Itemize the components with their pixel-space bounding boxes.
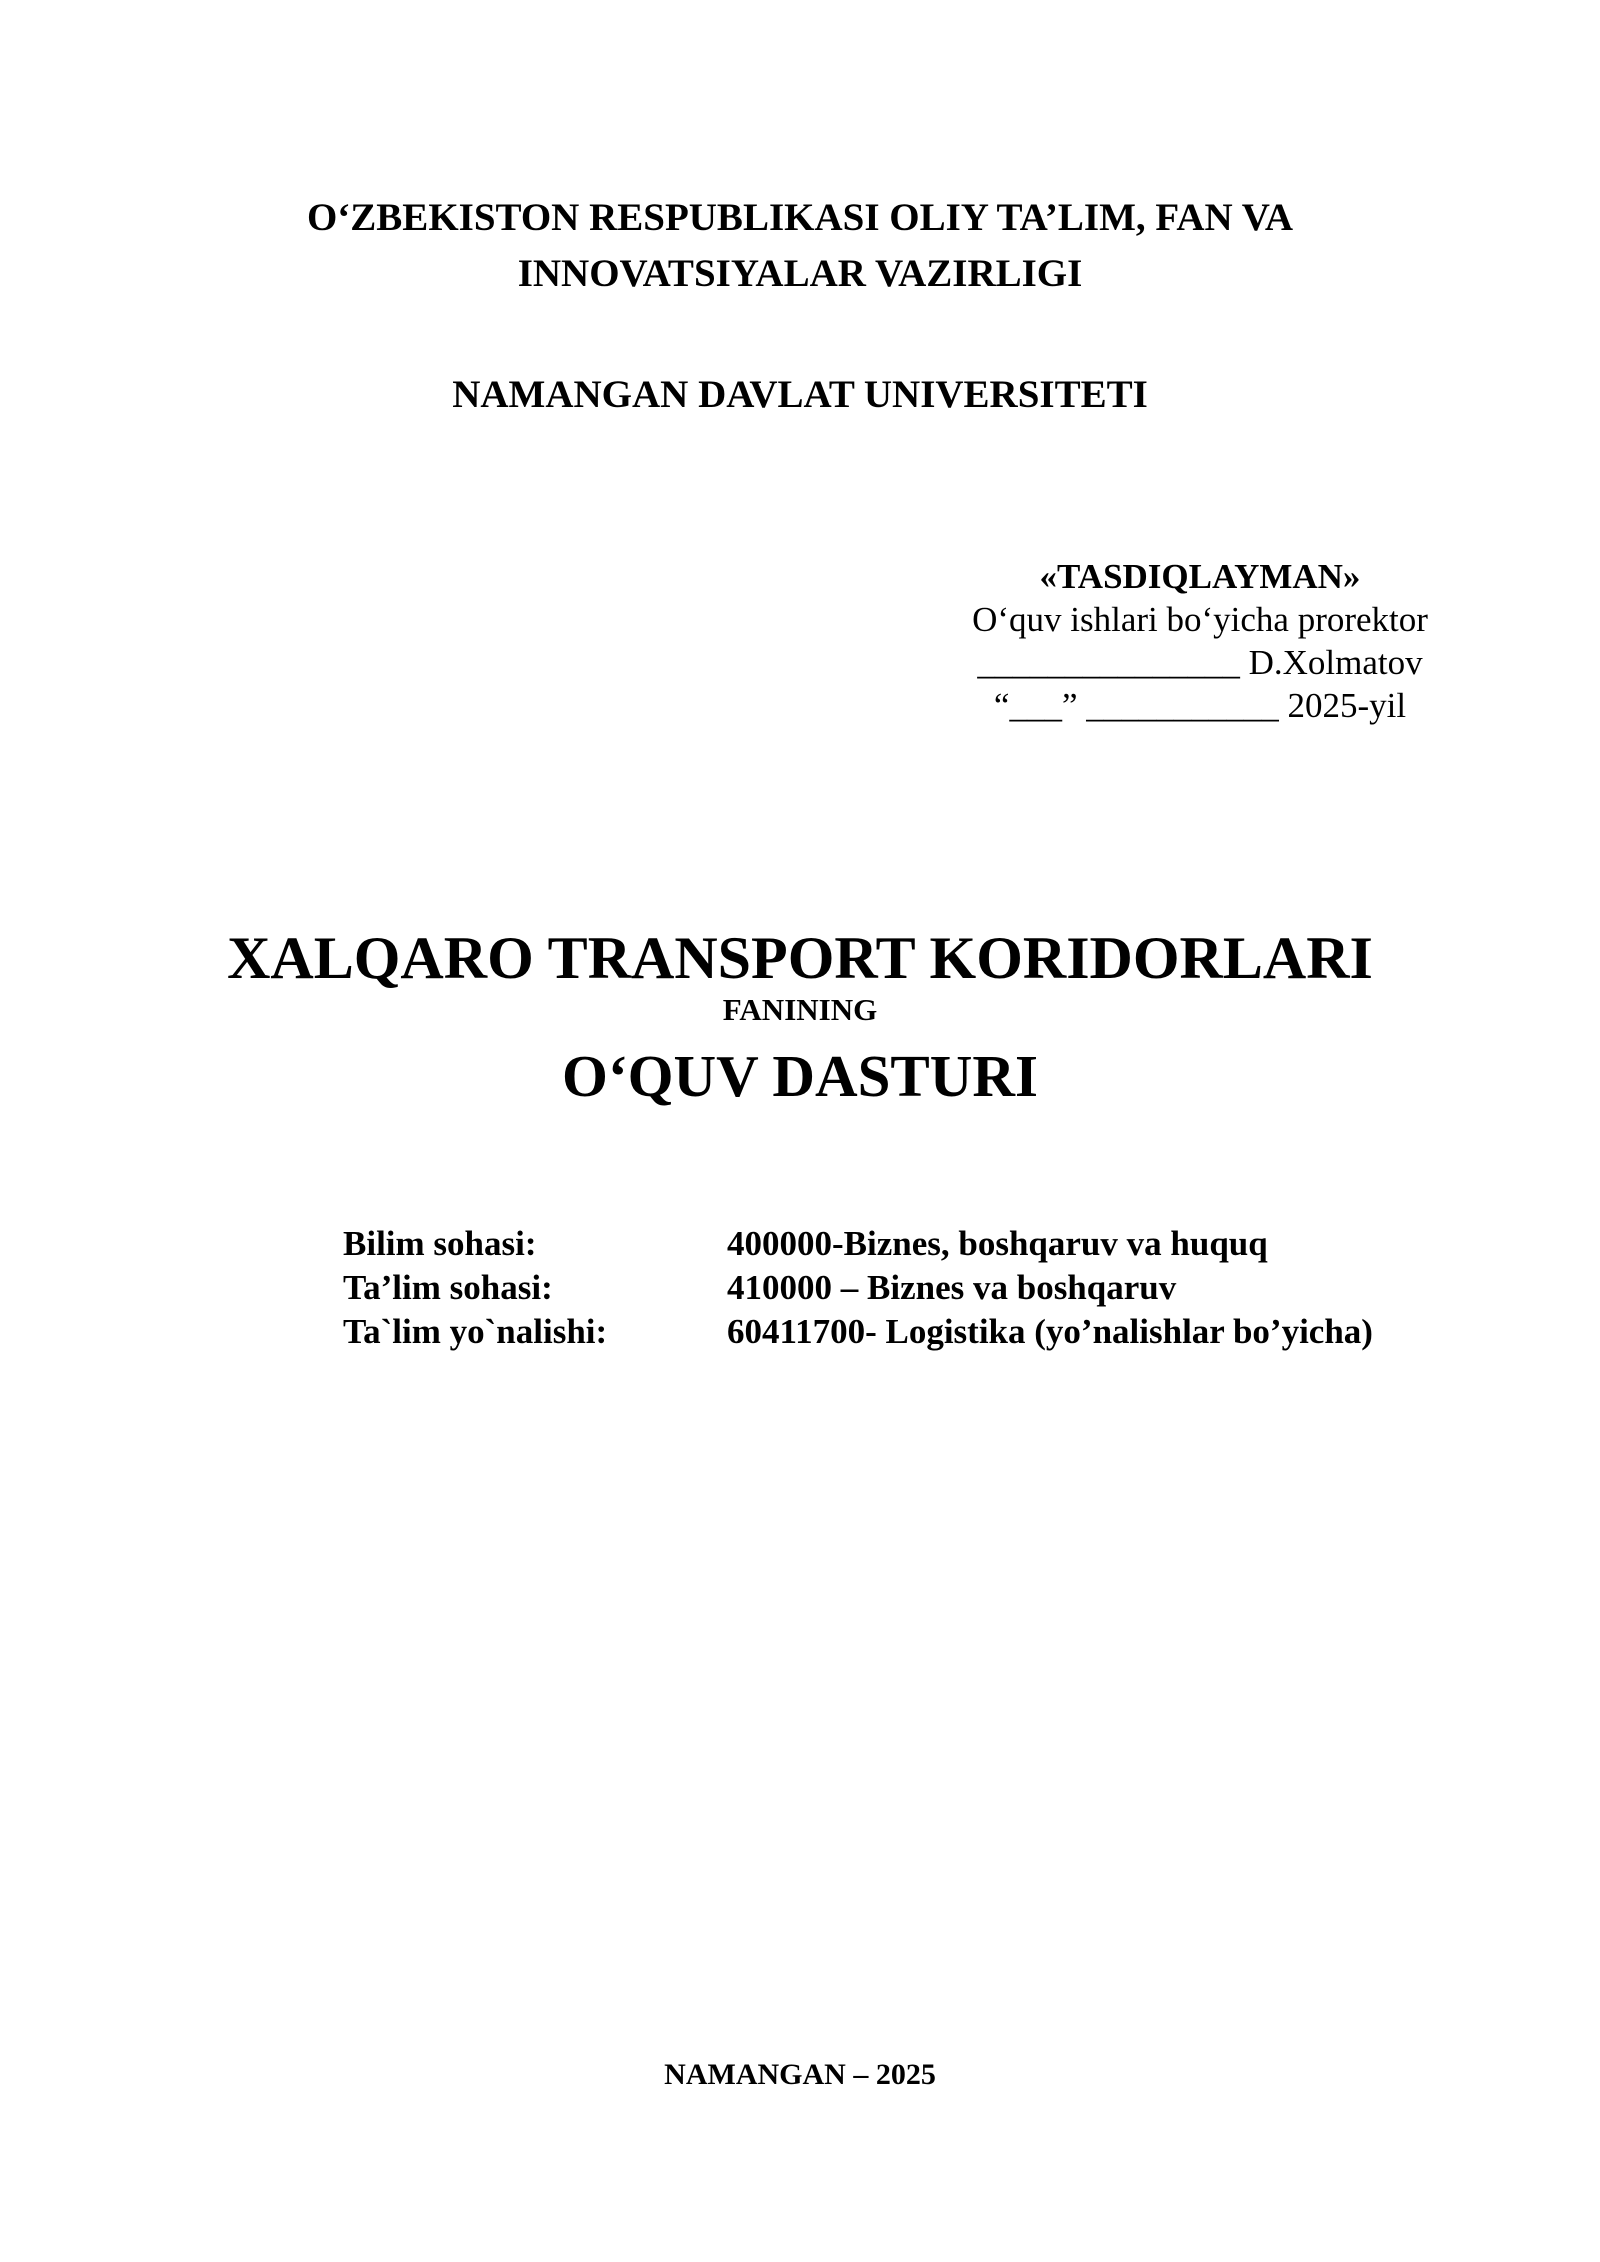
footer-place-year: NAMANGAN – 2025 xyxy=(664,2058,936,2091)
approval-role: O‘quv ishlari bo‘yicha prorektor xyxy=(972,600,1428,639)
field-row-education-direction xyxy=(343,1310,1373,1354)
field-label: Bilim sohasi: xyxy=(343,1224,537,1263)
field-row-education-area xyxy=(343,1266,1373,1310)
field-label: Ta`lim yo`nalishi: xyxy=(343,1312,608,1351)
approval-block xyxy=(940,555,1460,727)
university-name: NAMANGAN DAVLAT UNIVERSITETI xyxy=(452,373,1148,416)
field-value: 60411700- Logistika (yo’nalishlar bo’yicha) xyxy=(727,1312,1373,1351)
ministry-heading xyxy=(0,190,1600,302)
field-label: Ta’lim sohasi: xyxy=(343,1268,553,1307)
ministry-line-1: O‘ZBEKISTON RESPUBLIKASI OLIY TA’LIM, FAN VA xyxy=(306,196,1294,239)
field-value: 400000-Biznes, boshqaruv va huquq xyxy=(727,1224,1268,1263)
ministry-line-2: INNOVATSIYALAR VAZIRLIGI xyxy=(517,252,1083,295)
field-row-knowledge-area xyxy=(343,1222,1373,1266)
field-value: 410000 – Biznes va boshqaruv xyxy=(727,1268,1177,1307)
approval-signature-line: _______________ D.Xolmatov xyxy=(977,643,1423,682)
program-title: O‘QUV DASTURI xyxy=(562,1043,1038,1109)
approval-date-line: “___” ___________ 2025-yil xyxy=(993,686,1407,725)
subject-title: XALQARO TRANSPORT KORIDORLARI xyxy=(227,925,1373,991)
approval-title: «TASDIQLAYMAN» xyxy=(1039,557,1361,596)
education-fields xyxy=(343,1222,1373,1354)
subject-subtitle: FANINING xyxy=(722,992,878,1027)
